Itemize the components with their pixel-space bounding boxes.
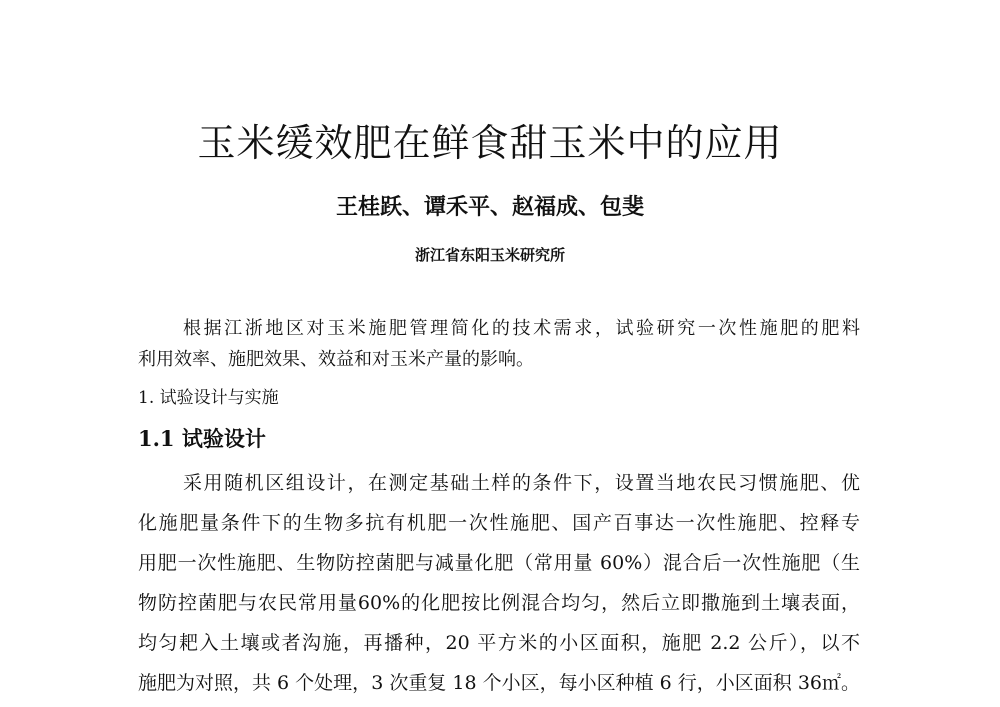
design-line: 均匀耙入土壤或者沟施，再播种，20 平方米的小区面积，施肥 2.2 公斤），以不 bbox=[138, 632, 860, 654]
design-line: 施肥为对照，共 6 个处理，3 次重复 18 个小区，每小区种植 6 行，小区面积 36㎡。 bbox=[138, 672, 860, 694]
design-line: 采用随机区组设计，在测定基础土样的条件下，设置当地农民习惯施肥、优 bbox=[183, 472, 860, 494]
design-line: 用肥一次性施肥、生物防控菌肥与减量化肥（常用量 60%）混合后一次性施肥（生 bbox=[138, 552, 860, 574]
section-heading: 1. 试验设计与实施 bbox=[138, 388, 279, 408]
document-title: 玉米缓效肥在鲜食甜玉米中的应用 bbox=[197, 121, 783, 165]
authors: 王桂跃、谭禾平、赵福成、包斐 bbox=[335, 194, 644, 220]
intro-line: 利用效率、施肥效果、效益和对玉米产量的影响。 bbox=[138, 349, 534, 370]
intro-line: 根据江浙地区对玉米施肥管理简化的技术需求，试验研究一次性施肥的肥料 bbox=[183, 318, 860, 339]
design-line: 化施肥量条件下的生物多抗有机肥一次性施肥、国产百事达一次性施肥、控释专 bbox=[138, 512, 860, 534]
subsection-heading: 1.1 试验设计 bbox=[138, 426, 266, 451]
design-line: 物防控菌肥与农民常用量60%的化肥按比例混合均匀，然后立即撒施到土壤表面， bbox=[138, 592, 860, 614]
affiliation: 浙江省东阳玉米研究所 bbox=[414, 246, 565, 264]
